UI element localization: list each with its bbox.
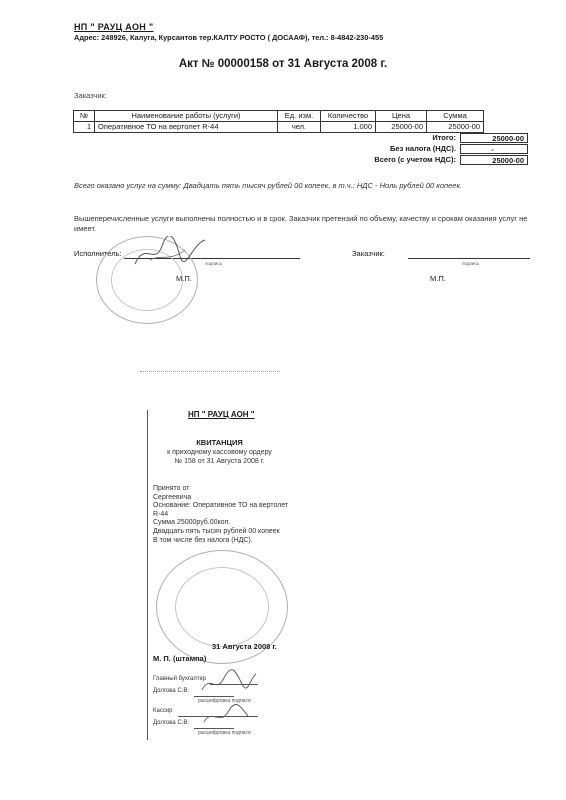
cell-unit: чел. (278, 122, 321, 133)
cell-price: 25000-00 (376, 122, 427, 133)
executor-signature-scribble (130, 236, 210, 270)
chief-accountant-name: Долгова С.В. (153, 688, 190, 694)
customer-mp: М.П. (430, 274, 446, 283)
col-price-header: Цена (376, 111, 427, 122)
receipt-date: 31 Августа 2008 г. (212, 642, 277, 651)
receipt-payer: Сергеевича (153, 493, 192, 501)
receipt-received-from: Принято от (153, 485, 190, 492)
customer-sign-label: Заказчик: (352, 249, 385, 258)
receipt-block (147, 410, 291, 740)
executor-mp: М.П. (176, 274, 192, 283)
receipt-sum: Сумма 25000руб.00коп. (153, 519, 231, 527)
customer-sign-caption: подпись (462, 261, 480, 266)
col-name-header: Наименование работы (услуги) (95, 111, 278, 122)
sum-in-words: Всего оказано услуг на сумму: Двадцать пять тысяч рублей 00 копеек, в т.ч.: НДС - Ноль рублей 00 копеек. (74, 181, 463, 190)
table-header-row (74, 111, 484, 122)
cashier-decode-caption: расшифровка подписи (198, 730, 251, 736)
org-name: НП " РАУЦ АОН " (74, 22, 154, 32)
executor-label: Исполнитель: (74, 249, 122, 258)
receipt-org-name: НП " РАУЦ АОН " (188, 410, 255, 419)
receipt-body (153, 485, 291, 545)
col-number-header: № (74, 111, 95, 122)
receipt-basis: Основание: Оперативное ТО на вертолет R-44 (153, 502, 289, 518)
col-quantity-header: Количество (321, 111, 376, 122)
cell-quantity: 1.000 (321, 122, 376, 133)
grand-total-label: Всего (с учетом НДС): (374, 155, 456, 164)
customer-label: Заказчик: (74, 91, 107, 100)
table-row (74, 122, 484, 133)
col-sum-header: Сумма (427, 111, 484, 122)
no-vat-label: Без налога (НДС). (390, 144, 456, 153)
receipt-subtitle-line-2: № 158 от 31 Августа 2008 г. (174, 458, 265, 465)
total-value: 25000-00 (460, 133, 528, 143)
cut-line-divider (140, 371, 280, 372)
document-title: Акт № 00000158 от 31 Августа 2008 г. (178, 58, 388, 70)
receipt-subtitle (148, 448, 291, 466)
col-unit-header: Ед. изм. (278, 111, 321, 122)
services-table (73, 110, 484, 133)
cashier-label: Кассир (153, 708, 173, 714)
receipt-mp-stamp: М. П. (штампа) (153, 654, 207, 663)
cell-service-name: Оперативное ТО на вертолет R-44 (95, 122, 278, 133)
receipt-sum-words: Двадцать пять тысяч рублей 00 копеек (153, 527, 280, 535)
customer-signature-line (408, 258, 530, 259)
total-label: Итого: (432, 133, 456, 142)
cell-number: 1 (74, 122, 95, 133)
chief-accountant-label: Главный бухгалтер (153, 676, 207, 682)
org-address: Адрес: 248926, Калуга, Курсантов тер.КАЛТУ РОСТО ( ДОСААФ), тел.: 8-4842-230-455 (74, 33, 384, 42)
receipt-title: КВИТАНЦИЯ (196, 438, 243, 447)
no-vat-value: - (460, 144, 528, 154)
cell-sum: 25000-00 (427, 122, 484, 133)
cashier-name: Долгова С.В. (153, 720, 190, 726)
receipt-vat: В том числе без налога (НДС). (153, 536, 253, 544)
receipt-subtitle-line-1: к приходному кассовому ордеру (167, 449, 272, 456)
grand-total-value: 25000-00 (460, 155, 528, 165)
receipt-signature-scribbles (198, 668, 258, 730)
executor-sign-caption: подпись (205, 261, 223, 266)
completion-remark: Вышеперечисленные услуги выполнены полностью и в срок. Заказчик претензий по объему, качеству и срокам оказания услуг не имеет. (74, 214, 528, 233)
chief-accountant-decode-caption: расшифровка подписи (198, 698, 251, 704)
